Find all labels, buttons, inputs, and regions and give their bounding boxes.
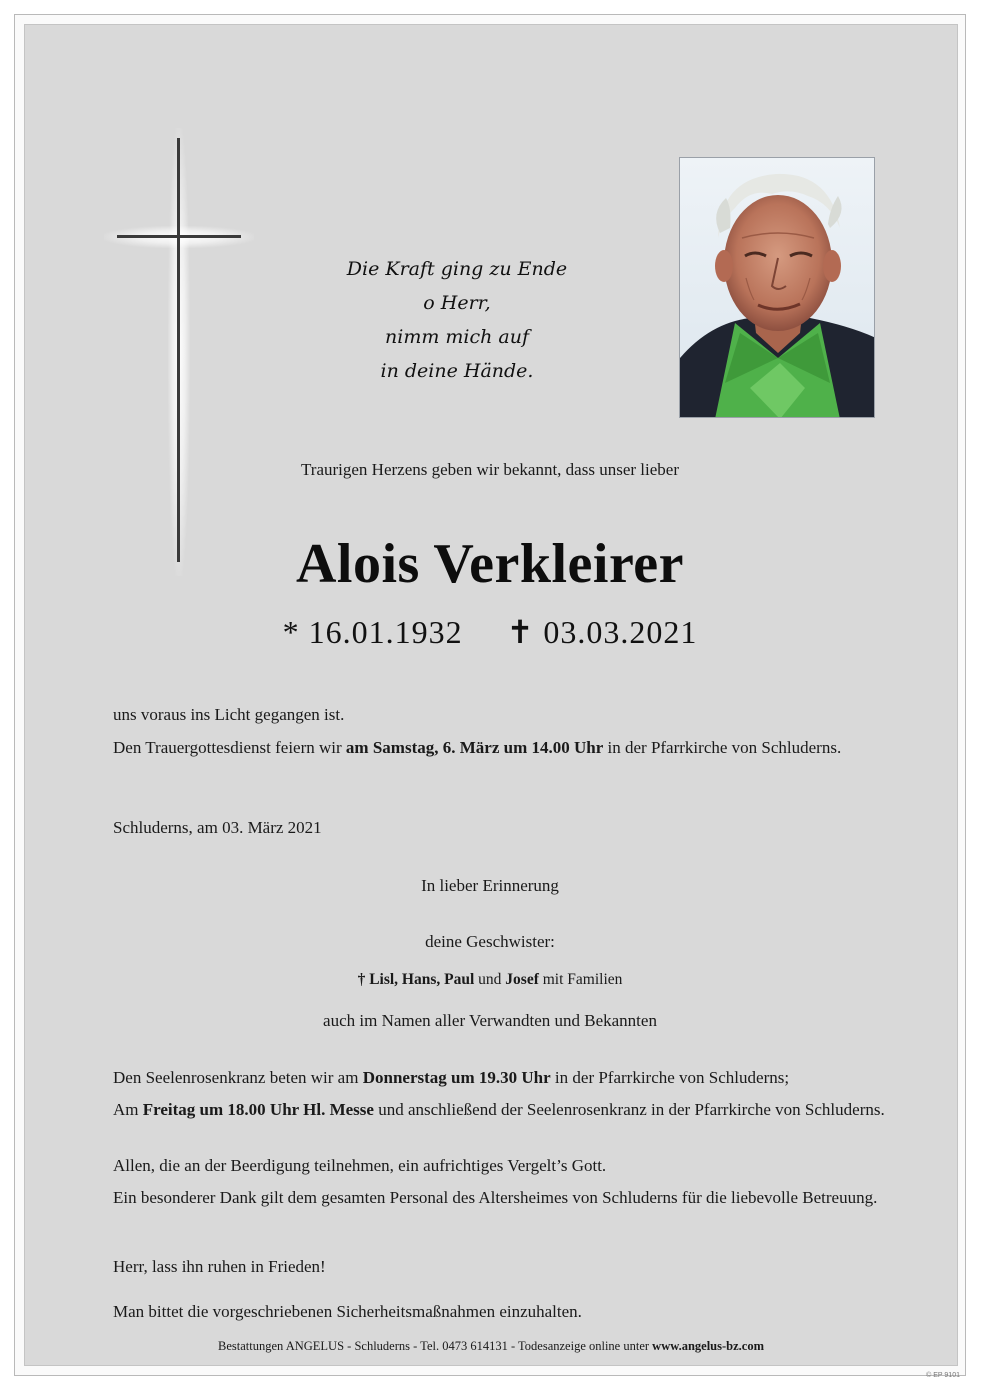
birth-symbol: * [282,614,300,650]
relatives-text: auch im Namen aller Verwandten und Bekannten [323,1011,657,1030]
rosary-time: Donnerstag um 19.30 Uhr [362,1068,551,1087]
staff-thanks-text: Ein besonderer Dank gilt dem gesamten Personal des Altersheimes von Schluderns für die liebevolle Betreuung. [113,1188,878,1207]
quote-verse [300,252,614,388]
service-text [113,735,893,761]
mass-time: Freitag um 18.00 Uhr Hl. Messe [142,1100,374,1119]
rosary-post: in der Pfarrkirche von Schluderns; [550,1068,790,1087]
safety-text: Man bittet die vorgeschriebenen Sicherheitsmaßnahmen einzuhalten. [113,1302,582,1321]
mass-text [113,1098,903,1121]
place-date: Schluderns, am 03. März 2021 [113,818,322,837]
und-text: und [474,971,506,988]
memory-text: In lieber Erinnerung [421,876,559,895]
portrait-photo [679,157,875,418]
thanks-text: Allen, die an der Beerdigung teilnehmen, ein aufrichtiges Vergelt’s Gott. [113,1156,607,1175]
service-time: am Samstag, 6. März um 14.00 Uhr [345,738,604,757]
rosary-pre: Den Seelenrosenkranz beten wir am [113,1068,363,1087]
copyright-note: © EP 9101 [926,1372,960,1379]
death-cross-icon: ✝ [506,614,535,650]
life-dates [240,613,740,651]
cross-icon [177,138,180,562]
quote-line: o Herr, [423,292,491,314]
sibling-names: Lisl, Hans, Paul [369,971,475,988]
deceased-name: Alois Verkleirer [295,533,685,595]
passing-text: uns voraus ins Licht gegangen ist. [113,705,345,724]
mass-pre: Am [113,1100,143,1119]
mass-post: und anschließend der Seelenrosenkranz in der Pfarrkirche von Schluderns. [373,1100,885,1119]
birth-date: 16.01.1932 [308,614,463,650]
siblings-label: deine Geschwister: [425,932,555,951]
cross-icon: † [357,971,366,988]
quote-line: in deine Hände. [380,360,534,382]
quote-line: Die Kraft ging zu Ende [346,258,568,280]
intro-text: Traurigen Herzens geben wir bekannt, dass unser lieber [301,460,679,479]
footer-url-link[interactable]: www.angelus-bz.com [652,1339,764,1353]
sibling-last: Josef [505,971,539,988]
rosary-text [113,1065,903,1091]
quote-line: nimm mich auf [385,326,529,348]
siblings-suffix: mit Familien [538,971,623,988]
prayer-text: Herr, lass ihn ruhen in Frieden! [113,1257,326,1276]
cross-icon [117,235,241,238]
portrait-image [680,158,875,418]
service-pre: Den Trauergottesdienst feiern wir [113,738,346,757]
footer [100,1339,882,1354]
siblings-list [190,971,790,989]
death-date: 03.03.2021 [543,614,698,650]
service-post: in der Pfarrkirche von Schluderns. [603,738,842,757]
footer-text: Bestattungen ANGELUS - Schluderns - Tel. 0473 614131 - Todesanzeige online unter [218,1339,653,1353]
